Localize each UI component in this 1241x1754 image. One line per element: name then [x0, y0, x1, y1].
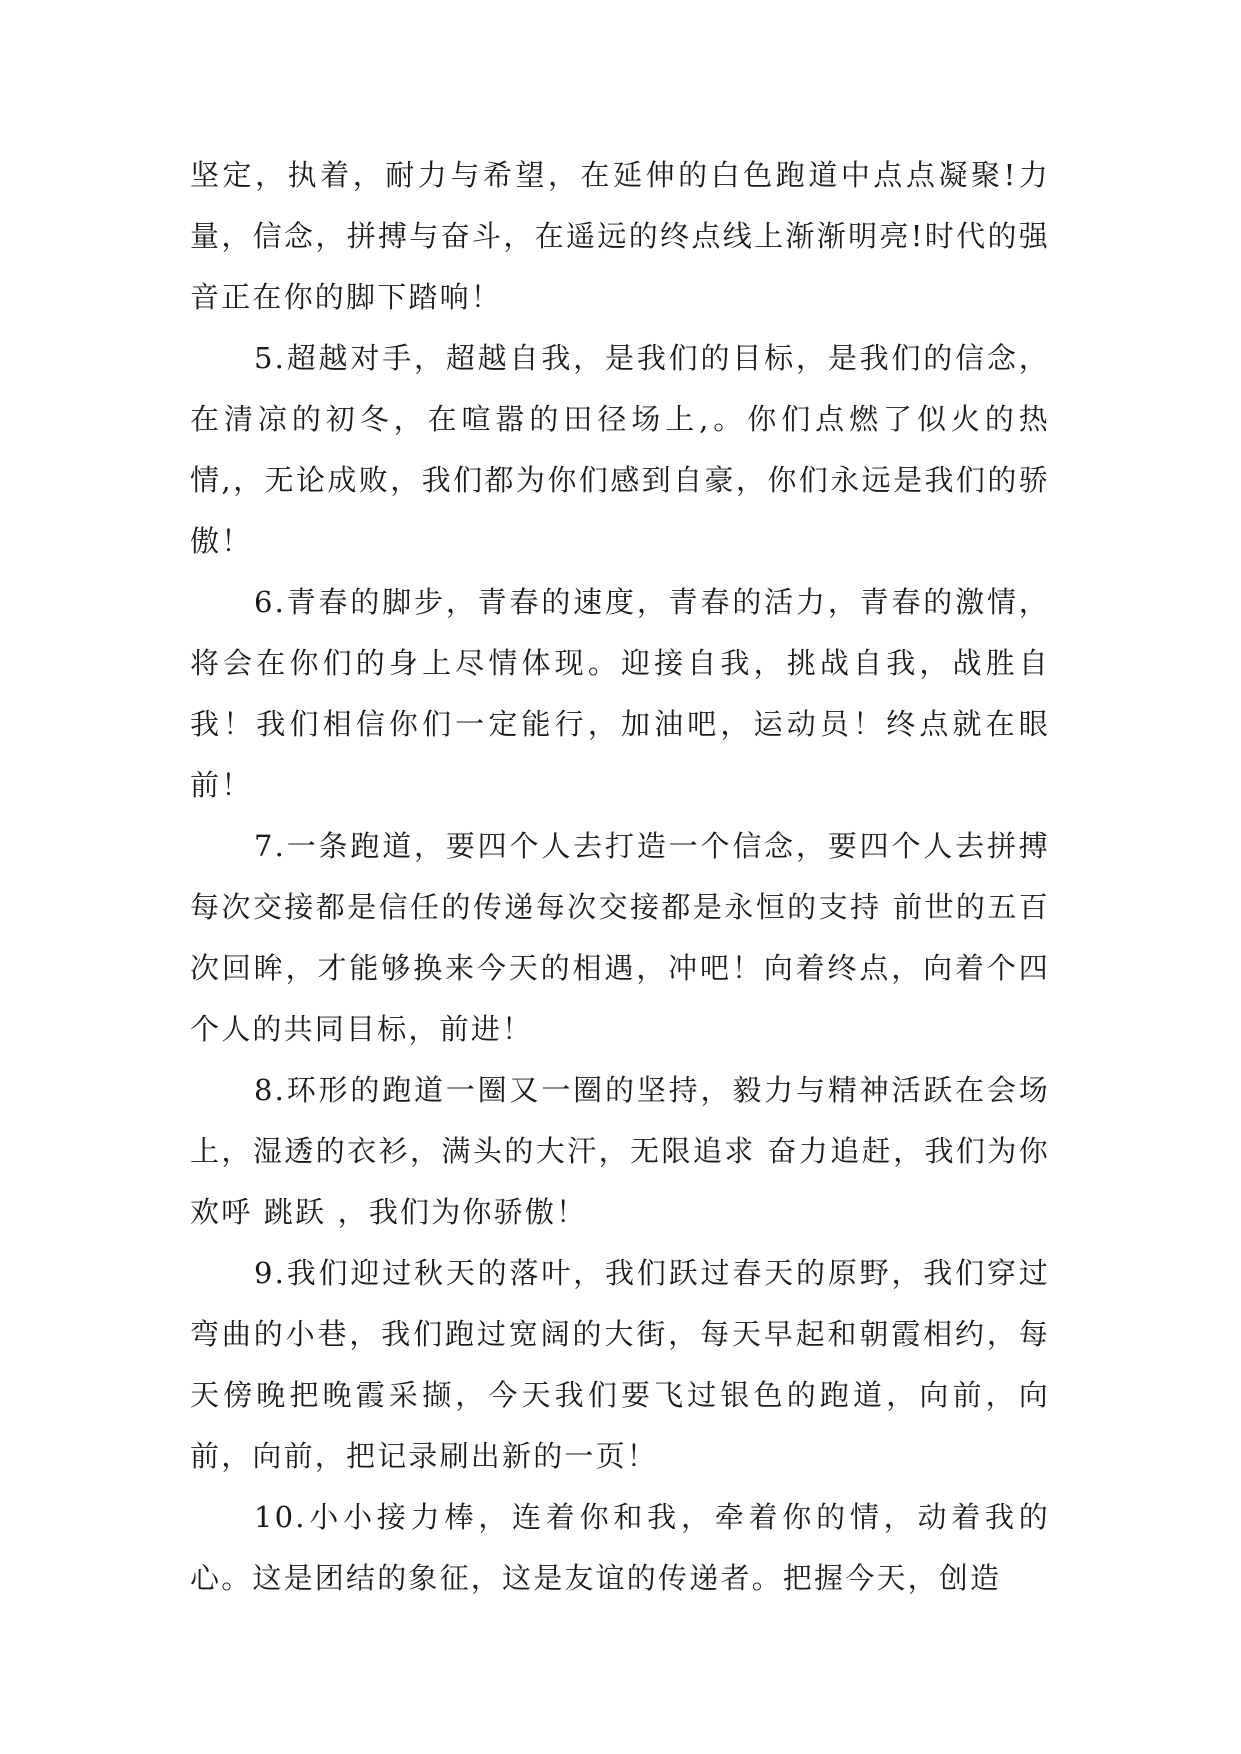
paragraph-item-7: 7.一条跑道，要四个人去打造一个信念，要四个人去拼搏每次交接都是信任的传递每次交接都是永恒的支持 前世的五百次回眸，才能够换来今天的相遇，冲吧！向着终点，向着个四个人的共同目标，前进！: [190, 829, 1050, 1046]
paragraph-item-5: 5.超越对手，超越自我，是我们的目标，是我们的信念，在清凉的初冬，在喧嚣的田径场上,。你们点燃了似火的热情,，无论成败，我们都为你们感到自豪，你们永远是我们的骄傲！: [190, 341, 1050, 558]
paragraph-item-8: 8.环形的跑道一圈又一圈的坚持，毅力与精神活跃在会场上，湿透的衣衫，满头的大汗，无限追求 奋力追赶，我们为你欢呼 跳跃 ，我们为你骄傲！: [190, 1073, 1050, 1229]
document-body: [190, 145, 1050, 1609]
paragraph-item-6: 6.青春的脚步，青春的速度，青春的活力，青春的激情，将会在你们的身上尽情体现。迎接自我，挑战自我，战胜自我！我们相信你们一定能行，加油吧，运动员！终点就在眼前！: [190, 585, 1050, 802]
paragraph-intro: 坚定，执着，耐力与希望，在延伸的白色跑道中点点凝聚!力量，信念，拼搏与奋斗，在遥远的终点线上渐渐明亮!时代的强音正在你的脚下踏响！: [190, 158, 1050, 314]
paragraph-item-10: 10.小小接力棒，连着你和我，牵着你的情，动着我的心。这是团结的象征，这是友谊的传递者。把握今天，创造: [190, 1500, 1050, 1595]
paragraph-item-9: 9.我们迎过秋天的落叶，我们跃过春天的原野，我们穿过弯曲的小巷，我们跑过宽阔的大街，每天早起和朝霞相约，每天傍晚把晚霞采撷，今天我们要飞过银色的跑道，向前，向前，向前，把记录刷出新的一页！: [190, 1256, 1050, 1473]
